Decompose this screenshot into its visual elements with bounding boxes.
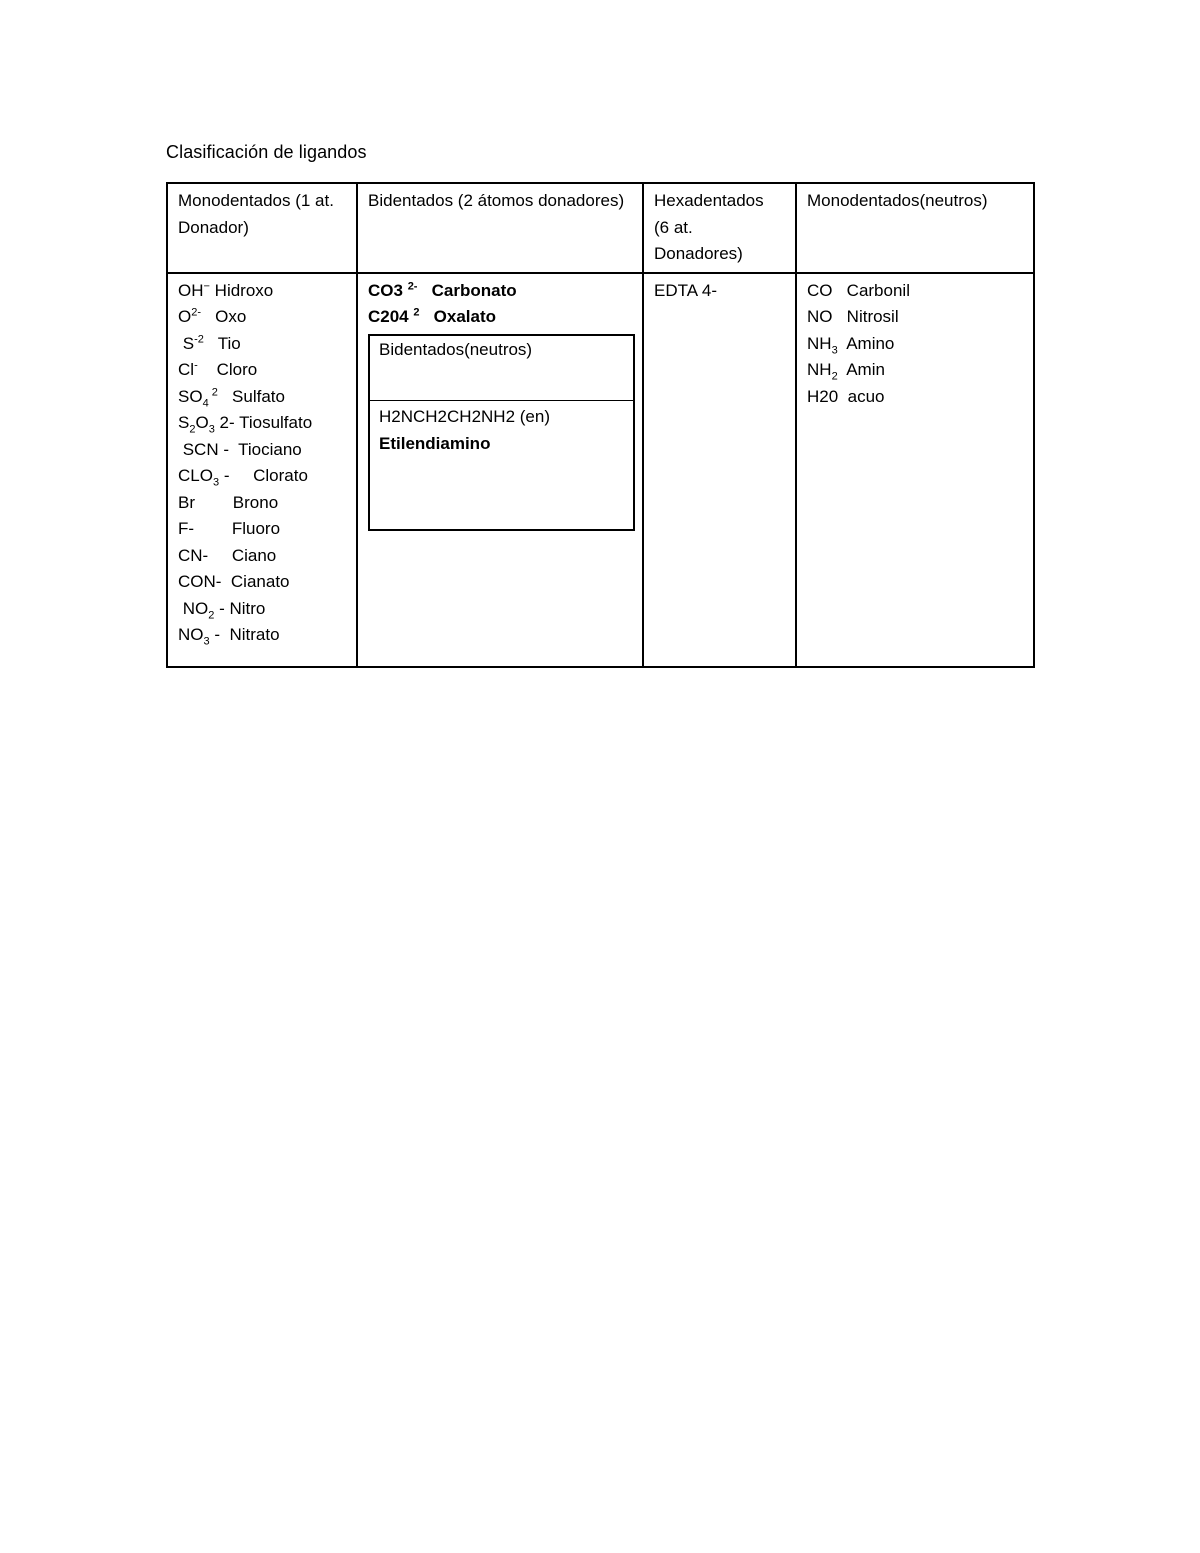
ethylenediamine-name: Etilendiamino	[379, 433, 491, 453]
cell-hexadentados	[643, 273, 796, 667]
list-item: $NO_3$ - Nitrato	[178, 625, 280, 648]
list-item: $S_2O_3$ 2- Tiosulfato	[178, 413, 313, 436]
header-hexadentados-line: Hexadentados	[654, 191, 764, 210]
ethylenediamine-formula: H2NCH2CH2NH2 (en)	[379, 406, 550, 426]
cell-bidentados	[357, 273, 643, 667]
monodentados-list	[178, 278, 346, 649]
bidentados-neutros-box	[368, 334, 635, 531]
list-item: $NH_3$ Amino	[807, 333, 895, 356]
list-item: CO3 $^{2-}$ Carbonato	[368, 279, 517, 300]
list-item: F- Fluoro	[178, 519, 281, 538]
list-item: Br Brono	[178, 492, 279, 512]
list-item: CN- Ciano	[178, 545, 277, 565]
list-item: CON- Cianato	[178, 572, 290, 591]
monodentados-neutros-list	[807, 278, 1023, 411]
list-item: $SO_4$ $^2$ Sulfato	[178, 385, 285, 409]
list-item: H20 acuo	[807, 386, 885, 406]
bidentados-neutros-title: Bidentados(neutros)	[370, 336, 633, 401]
header-hexadentados	[643, 183, 796, 273]
bidentados-list	[368, 278, 632, 331]
list-item: $NH_2$ Amin	[807, 360, 885, 383]
list-item: $CLO_3$ - Clorato	[178, 466, 308, 489]
list-item: $NO_2$ - Nitro	[178, 598, 266, 621]
list-item: SCN - Tiociano	[178, 439, 302, 459]
list-item: $O^{2-}$ Oxo	[178, 306, 247, 326]
cell-monodentados	[167, 273, 357, 667]
page-title: Clasificación de ligandos	[166, 142, 367, 162]
header-bidentados: Bidentados (2 átomos donadores)	[357, 183, 643, 273]
list-item: NO Nitrosil	[807, 307, 899, 326]
header-hexadentados-line: (6 at.	[654, 217, 693, 237]
bidentados-neutros-content	[370, 401, 633, 529]
ligand-classification-table	[166, 182, 1035, 668]
list-item: $S^{-2}$ Tio	[178, 332, 241, 353]
header-monodentados: Monodentados (1 at. Donador)	[167, 183, 357, 273]
list-item: Cl- Cloro	[178, 359, 258, 379]
header-hexadentados-line: Donadores)	[654, 244, 743, 263]
table-body-row	[167, 273, 1034, 667]
table-header-row	[167, 183, 1034, 273]
list-item: OH− Hidroxo	[178, 279, 274, 300]
list-item: CO Carbonil	[807, 280, 910, 300]
header-monodentados-neutros: Monodentados(neutros)	[796, 183, 1034, 273]
cell-monodentados-neutros	[796, 273, 1034, 667]
list-item: EDTA 4-	[654, 280, 717, 300]
list-item: C204 $^2$ Oxalato	[368, 306, 497, 326]
